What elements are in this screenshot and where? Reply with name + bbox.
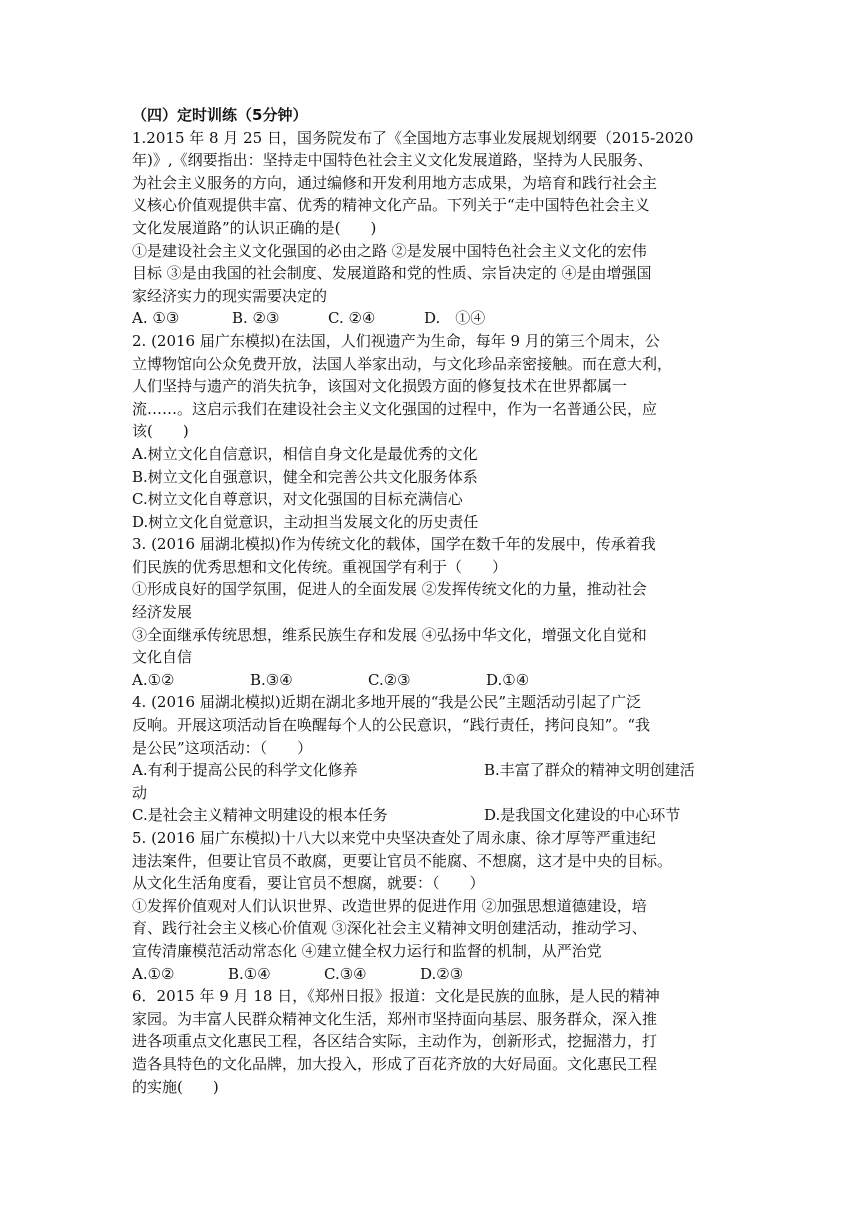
question-6-line: 6．2015 年 9 月 18 日，《郑州日报》报道：文化是民族的血脉，是人民的精神: [132, 987, 660, 1006]
question-2-line: 立博物馆向公众免费开放，法国人举家出动，与文化珍品亲密接触。而在意大利，: [132, 354, 673, 373]
question-3-line: ①形成良好的国学氛围，促进人的全面发展 ②发挥传统文化的力量，推动社会: [132, 580, 647, 599]
question-2-option-d: D.树立文化自觉意识，主动担当发展文化的历史责任: [132, 512, 479, 531]
question-1-line: 1.2015 年 8 月 25 日，国务院发布了《全国地方志事业发展规划纲要（2015-2020: [132, 128, 694, 147]
question-5-option-a: A.①②: [132, 964, 175, 983]
question-1: [132, 127, 732, 330]
question-2-option-c: C.树立文化自尊意识，对文化强国的目标充满信心: [132, 490, 463, 509]
question-5-line: 宣传清廉模范活动常态化 ④建立健全权力运行和监督的机制，从严治党: [132, 941, 602, 960]
question-3-option-c: C.②③: [368, 670, 411, 689]
question-6-line: 家园。为丰富人民群众精神文化生活，郑州市坚持面向基层、服务群众，深入推: [132, 1009, 658, 1028]
question-5-line: ①发挥价值观对人们认识世界、改造世界的促进作用 ②加强思想道德建设，培: [132, 896, 647, 915]
question-1-line: 文化发展道路”的认识正确的是( ): [132, 218, 377, 237]
question-1-line: 目标 ③是由我国的社会制度、发展道路和党的性质、宗旨决定的 ④是由增强国: [132, 264, 652, 283]
question-3-line: ③全面继承传统思想，维系民族生存和发展 ④弘扬中华文化，增强文化自觉和: [132, 625, 647, 644]
question-5-line: 违法案件，但要让官员不敢腐，更要让官员不能腐、不想腐，这才是中央的目标。: [132, 851, 673, 870]
question-1-options: [132, 307, 732, 330]
question-4-option-d: D.是我国文化建设的中心环节: [484, 806, 681, 825]
question-4-options-row-1: [132, 759, 732, 782]
question-2-line: 人们坚持与遗产的消失抗争，该国对文化损毁方面的修复技术在世界都属一: [132, 377, 628, 396]
question-2: [132, 330, 732, 533]
question-5-line: 从文化生活角度看，要让官员不想腐，就要：（ ）: [132, 874, 485, 893]
question-2-option-b: B.树立文化自强意识，健全和完善公共文化服务体系: [132, 467, 478, 486]
question-1-line: ①是建设社会主义文化强国的必由之路 ②是发展中国特色社会主义文化的宏伟: [132, 241, 647, 260]
question-3-line: 3. (2016 届湖北模拟)作为传统文化的载体，国学在数千年的发展中，传承着我: [132, 535, 656, 554]
question-2-line: 流……。这启示我们在建设社会主义文化强国的过程中，作为一名普通公民，应: [132, 399, 658, 418]
question-6-line: 进各项重点文化惠民工程，各区结合实际，主动作为，创新形式，挖掘潜力，打: [132, 1032, 658, 1051]
question-4-option-c: C.是社会主义精神文明建设的根本任务: [132, 806, 388, 825]
section-title: （四）定时训练（5分钟）: [132, 106, 308, 124]
question-1-line: 年)》,《纲要指出：坚持走中国特色社会主义文化发展道路，坚持为人民服务、: [132, 151, 653, 170]
question-6-line: 造各具特色的文化品牌，加大投入，形成了百花齐放的大好局面。文化惠民工程: [132, 1054, 658, 1073]
question-4-option-b: B.丰富了群众的精神文明创建活: [484, 761, 695, 780]
question-5-option-b: B.①④: [228, 964, 271, 983]
question-5-line: 育、践行社会主义核心价值观 ③深化社会主义精神文明创建活动，推动学习、: [132, 919, 647, 938]
question-3-line: 们民族的优秀思想和文化传统。重视国学有利于（ ）: [132, 557, 508, 576]
question-3-option-d: D.①④: [486, 670, 530, 689]
question-3-option-a: A.①②: [132, 670, 175, 689]
question-3-line: 经济发展: [132, 603, 193, 622]
question-3-options: [132, 669, 732, 692]
question-5-options: [132, 963, 732, 986]
question-1-option-d: D. ①④: [424, 309, 486, 328]
question-4-line: 4. (2016 届湖北模拟)近期在湖北多地开展的“我是公民”主题活动引起了广泛: [132, 693, 642, 712]
question-5-option-c: C.③④: [324, 964, 367, 983]
question-4-line: 是公民”这项活动：（ ）: [132, 738, 313, 757]
question-1-option-b: B. ②③: [232, 309, 280, 328]
document-page: [132, 104, 732, 1098]
question-2-option-a: A.树立文化自信意识，相信自身文化是最优秀的文化: [132, 444, 478, 463]
question-1-line: 家经济实力的现实需要决定的: [132, 286, 328, 305]
question-1-line: 义核心价值观提供丰富、优秀的精神文化产品。下列关于“走中国特色社会主义: [132, 196, 650, 215]
question-5: [132, 827, 732, 985]
question-1-option-c: C. ②④: [328, 309, 376, 328]
question-2-line: 该( ): [132, 422, 189, 441]
question-4-options-row-2: [132, 804, 732, 827]
question-5-option-d: D.②③: [420, 964, 464, 983]
question-1-option-a: A. ①③: [132, 309, 180, 328]
question-3: [132, 533, 732, 691]
question-3-line: 文化自信: [132, 648, 193, 667]
question-3-option-b: B.③④: [250, 670, 293, 689]
question-6: [132, 985, 732, 1098]
question-4: [132, 691, 732, 827]
question-4-line: 反响。开展这项活动旨在唤醒每个人的公民意识，“践行责任，拷问良知”。“我: [132, 716, 651, 735]
question-4-option-b-continued: 动: [132, 783, 148, 802]
question-4-option-a: A.有利于提高公民的科学文化修养: [132, 761, 358, 780]
question-1-line: 为社会主义服务的方向，通过编修和开发利用地方志成果，为培育和践行社会主: [132, 173, 658, 192]
question-2-line: 2. (2016 届广东模拟)在法国，人们视遗产为生命，每年 9 月的第三个周末，公: [132, 331, 660, 350]
question-6-line: 的实施( ): [132, 1077, 219, 1096]
question-5-line: 5. (2016 届广东模拟)十八大以来党中央坚决查处了周永康、徐才厚等严重违纪: [132, 829, 656, 847]
